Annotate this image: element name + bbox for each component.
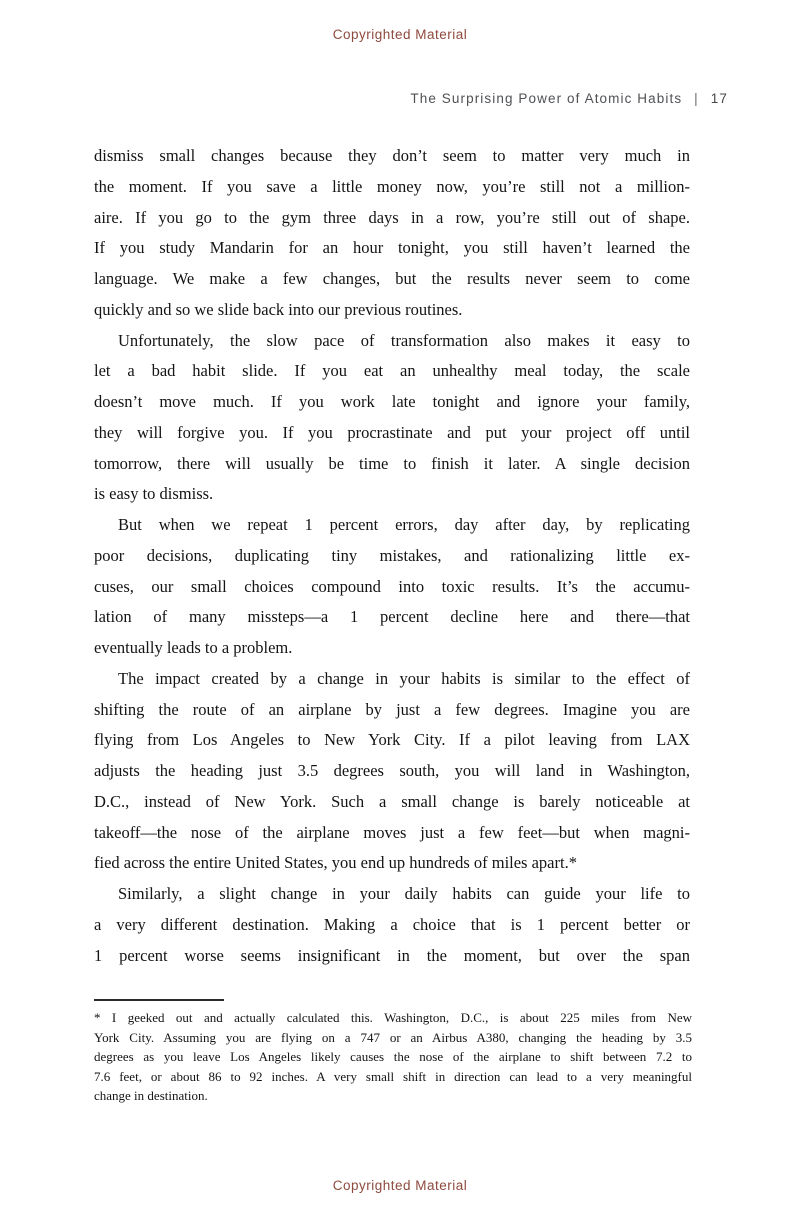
text-line: flying from Los Angeles to New York City. If a pilot leaving from LAX [94,730,690,750]
text-line: degrees as you leave Los Angeles likely causes the nose of the airplane to shift between 7.2 to [94,1049,692,1064]
body-text [94,141,690,971]
text-line: 1 percent worse seems insignificant in the moment, but over the span [94,945,690,965]
text-line: is easy to dismiss. [94,484,214,504]
text-line: the moment. If you save a little money now, you’re still not a million- [94,176,690,196]
footnote-divider [94,999,224,1001]
text-line: quickly and so we slide back into our previous routines. [94,299,463,319]
copyright-notice-bottom: Copyrighted Material [332,1178,468,1193]
paragraph [94,510,690,664]
running-header [94,91,728,106]
text-line: a very different destination. Making a choice that is 1 percent better or [94,914,690,934]
text-line: language. We make a few changes, but the results never seem to come [94,269,690,288]
text-line: they will forgive you. If you procrastinate and put your project off until [94,422,690,442]
text-line: tomorrow, there will usually be time to finish it later. A single decision [94,453,690,473]
text-line: D.C., instead of New York. Such a small change is barely noticeable at [94,791,690,811]
text-line: poor decisions, duplicating tiny mistakes, and rationalizing little ex- [94,545,690,565]
header-separator: | [694,91,699,106]
copyright-notice-top: Copyrighted Material [332,27,468,42]
text-line: * I geeked out and actually calculated this. Washington, D.C., is about 225 miles from New [94,1010,692,1025]
text-line: fied across the entire United States, you end up hundreds of miles apart.* [94,853,577,873]
text-line: doesn’t move much. If you work late tonight and ignore your family, [94,392,690,411]
chapter-title: The Surprising Power of Atomic Habits [410,91,683,106]
paragraph [94,879,690,971]
paragraph [94,141,690,326]
text-line: York City. Assuming you are flying on a 747 or an Airbus A380, changing the heading by 3.5 [94,1029,692,1045]
text-line: aire. If you go to the gym three days in a row, you’re still out of shape. [94,207,690,227]
text-line: eventually leads to a problem. [94,638,293,657]
text-line: If you study Mandarin for an hour tonight, you still haven’t learned the [94,238,690,258]
text-line: change in destination. [94,1088,208,1103]
text-line: The impact created by a change in your habits is similar to the effect of [118,668,690,688]
paragraph [94,326,690,511]
text-line: cuses, our small choices compound into toxic results. It’s the accumu- [94,576,690,596]
page-number: 17 [710,91,728,106]
text-line: Unfortunately, the slow pace of transformation also makes it easy to [118,330,690,350]
text-line: Similarly, a slight change in your daily habits can guide your life to [118,884,690,903]
text-line: lation of many missteps—a 1 percent decline here and there—that [94,607,690,627]
text-line: shifting the route of an airplane by just a few degrees. Imagine you are [94,699,690,719]
text-line: 7.6 feet, or about 86 to 92 inches. A very small shift in direction can lead to a very meaningful [94,1068,692,1084]
footnote [94,1008,692,1106]
paragraph [94,664,690,879]
text-line: But when we repeat 1 percent errors, day after day, by replicating [118,515,690,534]
text-line: adjusts the heading just 3.5 degrees south, you will land in Washington, [94,761,690,780]
text-line: let a bad habit slide. If you eat an unhealthy meal today, the scale [94,361,690,381]
text-line: takeoff—the nose of the airplane moves just a few feet—but when magni- [94,822,690,842]
text-line: dismiss small changes because they don’t seem to matter very much in [94,146,690,165]
